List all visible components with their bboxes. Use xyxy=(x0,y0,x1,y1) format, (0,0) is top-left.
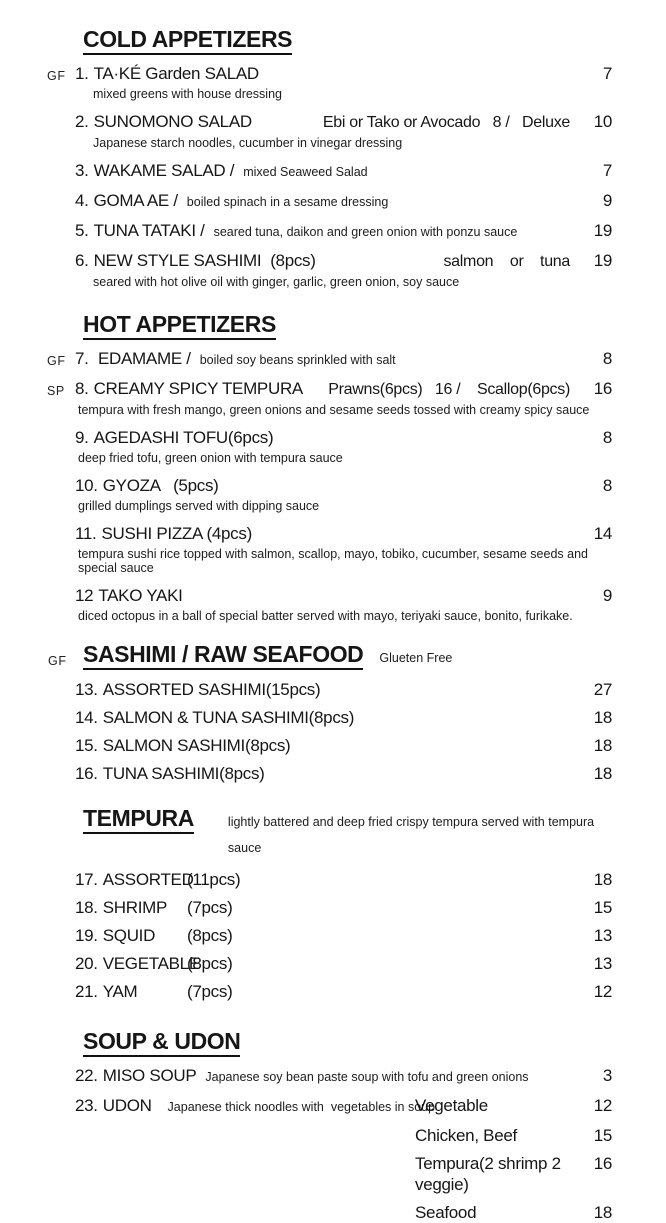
menu-item-row xyxy=(75,707,612,728)
udon-option-label: Seafood xyxy=(415,1203,477,1222)
section-hot-appetizers xyxy=(47,311,612,623)
item-title xyxy=(75,897,232,918)
item-title xyxy=(75,111,252,132)
item-name-group xyxy=(75,897,187,918)
item-sub-desc: tempura sushi rice topped with salmon, scallop, mayo, tobiko, cucumber, sesame seeds and special sauce xyxy=(78,547,588,575)
item-sub-desc: seared with hot olive oil with ginger, garlic, green onion, soy sauce xyxy=(93,275,460,289)
menu-item-row xyxy=(75,1095,612,1118)
item-name: ASSORTED xyxy=(102,870,194,889)
item-number: 18. xyxy=(75,898,98,917)
item-pieces: (7pcs) xyxy=(187,898,233,917)
item-sub-desc: tempura with fresh mango, green onions and sesame seeds tossed with creamy spicy sauce xyxy=(78,403,590,417)
item-number: 4. xyxy=(75,191,89,210)
item-title xyxy=(75,925,232,946)
item-price: 18 xyxy=(593,708,612,727)
item-number: 9. xyxy=(75,428,89,447)
item-price: 10 xyxy=(593,112,612,131)
item-number: 12 xyxy=(75,586,94,605)
item-price: 14 xyxy=(593,524,612,543)
item-name: SHRIMP xyxy=(102,898,168,917)
menu-item-row xyxy=(75,869,612,890)
item-sub-desc: grilled dumplings served with dipping sauce xyxy=(78,499,320,513)
menu-item-row xyxy=(75,111,612,133)
item-title xyxy=(75,348,396,371)
item-title xyxy=(75,1065,529,1088)
udon-option-label: Chicken, Beef xyxy=(415,1126,517,1145)
section-title: COLD APPETIZERS xyxy=(83,26,292,55)
section-tempura xyxy=(75,805,612,1002)
item-number: 14. xyxy=(75,708,98,727)
item-name-group xyxy=(75,981,187,1002)
section-heading xyxy=(83,1028,612,1057)
udon-option-price: 12 xyxy=(593,1096,612,1115)
item-pieces: (7pcs) xyxy=(187,982,233,1001)
item-name: CREAMY SPICY TEMPURA xyxy=(93,379,303,398)
udon-option-row xyxy=(75,1202,612,1223)
section-note: Glueten Free xyxy=(379,651,453,665)
menu-item-row xyxy=(75,427,612,448)
item-price: 15 xyxy=(593,898,612,917)
item-number: 7. xyxy=(75,349,89,368)
item-price: 9 xyxy=(602,191,612,210)
udon-option-price: 16 xyxy=(593,1154,612,1173)
item-name: TUNA SASHIMI(8pcs) xyxy=(102,764,265,783)
item-number: 13. xyxy=(75,680,98,699)
section-title: TEMPURA xyxy=(83,805,194,834)
item-number: 3. xyxy=(75,161,89,180)
item-number: 16. xyxy=(75,764,98,783)
item-price: 13 xyxy=(593,926,612,945)
udon-option-label: Tempura(2 shrimp 2 veggie) xyxy=(415,1154,561,1194)
item-inline-desc: boiled spinach in a sesame dressing xyxy=(186,195,389,209)
item-name: TAKO YAKI xyxy=(98,586,183,605)
item-price: 8 xyxy=(602,476,612,495)
item-price: 8 xyxy=(602,349,612,368)
gf-badge: GF xyxy=(47,69,66,83)
menu-item-row xyxy=(47,348,612,371)
item-name: EDAMAME / xyxy=(93,349,191,368)
item-number: 23. xyxy=(75,1096,98,1115)
item-number: 5. xyxy=(75,221,89,240)
menu-item-row xyxy=(75,735,612,756)
item-mid-text: Ebi or Tako or Avocado 8 / Deluxe xyxy=(322,114,570,131)
item-inline-desc: Japanese soy bean paste soup with tofu and green onions xyxy=(205,1070,529,1084)
menu-item-row xyxy=(75,585,612,606)
item-name: SALMON SASHIMI(8pcs) xyxy=(102,736,291,755)
menu-item-row xyxy=(47,63,612,84)
item-title xyxy=(75,475,219,496)
item-number: 15. xyxy=(75,736,98,755)
section-note: lightly battered and deep fried crispy tempura served with tempura sauce xyxy=(227,815,595,855)
gf-badge: GF xyxy=(47,354,66,368)
item-name: MISO SOUP xyxy=(102,1066,197,1085)
menu-item-row xyxy=(75,679,612,700)
item-number: 6. xyxy=(75,251,89,270)
item-title xyxy=(75,250,316,271)
section-heading xyxy=(83,805,612,861)
item-number: 17. xyxy=(75,870,98,889)
menu-item-row xyxy=(75,897,612,918)
item-sub-desc: diced octopus in a ball of special batter served with mayo, teriyaki sauce, bonito, furikake. xyxy=(78,609,573,623)
item-number: 8. xyxy=(75,379,89,398)
item-title xyxy=(75,735,290,756)
section-title: HOT APPETIZERS xyxy=(83,311,276,340)
item-name: TA·KÉ Garden SALAD xyxy=(93,64,259,83)
item-pieces: (11pcs) xyxy=(187,870,241,889)
menu-item-row xyxy=(75,763,612,784)
item-title xyxy=(75,679,320,700)
item-title xyxy=(75,378,303,399)
item-name: AGEDASHI TOFU(6pcs) xyxy=(93,428,274,447)
item-price: 27 xyxy=(593,680,612,699)
gf-badge: GF xyxy=(48,654,67,668)
item-name: GOMA AE / xyxy=(93,191,178,210)
item-inline-desc: boiled soy beans sprinkled with salt xyxy=(199,353,396,367)
item-name: WAKAME SALAD / xyxy=(93,161,235,180)
item-price: 7 xyxy=(602,64,612,83)
item-number: 19. xyxy=(75,926,98,945)
item-title xyxy=(75,869,240,890)
item-price: 3 xyxy=(602,1066,612,1085)
item-title xyxy=(75,1095,436,1118)
item-name-group xyxy=(75,925,187,946)
item-price: 16 xyxy=(593,379,612,398)
item-price: 9 xyxy=(602,586,612,605)
item-inline-desc: Japanese thick noodles with vegetables in soup xyxy=(160,1100,436,1114)
menu-item-row xyxy=(75,1065,612,1088)
item-price: 13 xyxy=(593,954,612,973)
item-name: UDON xyxy=(102,1096,152,1115)
item-sub-desc: deep fried tofu, green onion with tempura sauce xyxy=(78,451,343,465)
udon-option-price: 18 xyxy=(593,1203,612,1222)
item-pieces: (8pcs) xyxy=(187,926,233,945)
item-title xyxy=(75,63,259,84)
item-number: 1. xyxy=(75,64,89,83)
section-cold-appetizers xyxy=(47,26,612,289)
udon-option-price: 15 xyxy=(593,1126,612,1145)
item-name: NEW STYLE SASHIMI (8pcs) xyxy=(93,251,316,270)
item-price: 12 xyxy=(593,982,612,1001)
menu-item-row xyxy=(75,925,612,946)
section-heading xyxy=(83,26,612,55)
item-mid-text: Prawns(6pcs) 16 / Scallop(6pcs) xyxy=(328,381,570,398)
item-title xyxy=(75,953,232,974)
menu-item-row xyxy=(75,981,612,1002)
item-price: 19 xyxy=(593,251,612,270)
item-price: 19 xyxy=(593,221,612,240)
item-title xyxy=(75,981,232,1002)
menu-item-row xyxy=(75,523,612,544)
item-title xyxy=(75,427,273,448)
item-name: SUNOMONO SALAD xyxy=(93,112,252,131)
item-inline-desc: mixed Seaweed Salad xyxy=(243,165,368,179)
item-number: 20. xyxy=(75,954,98,973)
item-name: VEGETABLE xyxy=(102,954,200,973)
sp-badge: SP xyxy=(47,384,65,398)
item-price: 8 xyxy=(602,428,612,447)
section-title: SASHIMI / RAW SEAFOOD xyxy=(83,641,363,670)
udon-option-row xyxy=(75,1125,612,1146)
item-inline-desc: seared tuna, daikon and green onion with ponzu sauce xyxy=(213,225,518,239)
item-price: 18 xyxy=(593,870,612,889)
item-sub-desc: mixed greens with house dressing xyxy=(93,87,282,101)
menu-item-row xyxy=(75,160,612,183)
menu-item-row xyxy=(75,953,612,974)
item-price: 18 xyxy=(593,764,612,783)
item-title xyxy=(75,160,368,183)
item-title xyxy=(75,707,354,728)
item-name: SQUID xyxy=(102,926,156,945)
item-name-group xyxy=(75,869,194,890)
item-number: 11. xyxy=(75,524,97,543)
item-title xyxy=(75,523,252,544)
menu-item-row xyxy=(75,250,612,272)
item-name: SALMON & TUNA SASHIMI(8pcs) xyxy=(102,708,355,727)
item-mid-text: salmon or tuna xyxy=(443,253,570,270)
item-title xyxy=(75,190,388,213)
item-number: 22. xyxy=(75,1066,98,1085)
item-pieces: (8pcs) xyxy=(187,954,233,973)
item-name: GYOZA (5pcs) xyxy=(102,476,219,495)
section-heading xyxy=(83,311,612,340)
section-heading xyxy=(48,641,612,671)
item-number: 10. xyxy=(75,476,98,495)
udon-option-row xyxy=(75,1153,612,1195)
item-title xyxy=(75,220,517,243)
item-price: 18 xyxy=(593,736,612,755)
section-title: SOUP & UDON xyxy=(83,1028,240,1057)
item-title xyxy=(75,763,265,784)
item-name-group xyxy=(75,953,200,974)
item-sub-desc: Japanese starch noodles, cucumber in vinegar dressing xyxy=(93,136,403,150)
item-title xyxy=(75,585,183,606)
item-name: YAM xyxy=(102,982,138,1001)
menu-item-row xyxy=(75,190,612,213)
section-soup-udon xyxy=(75,1028,612,1223)
section-sashimi-raw-seafood xyxy=(48,641,612,784)
item-number: 21. xyxy=(75,982,98,1001)
udon-option-label: Vegetable xyxy=(415,1096,488,1115)
item-name: ASSORTED SASHIMI(15pcs) xyxy=(102,680,321,699)
item-name: TUNA TATAKI / xyxy=(93,221,205,240)
menu-item-row xyxy=(75,220,612,243)
item-number: 2. xyxy=(75,112,89,131)
menu-item-row xyxy=(75,475,612,496)
item-name: SUSHI PIZZA (4pcs) xyxy=(101,524,252,543)
item-price: 7 xyxy=(602,161,612,180)
menu-item-row xyxy=(47,378,612,400)
